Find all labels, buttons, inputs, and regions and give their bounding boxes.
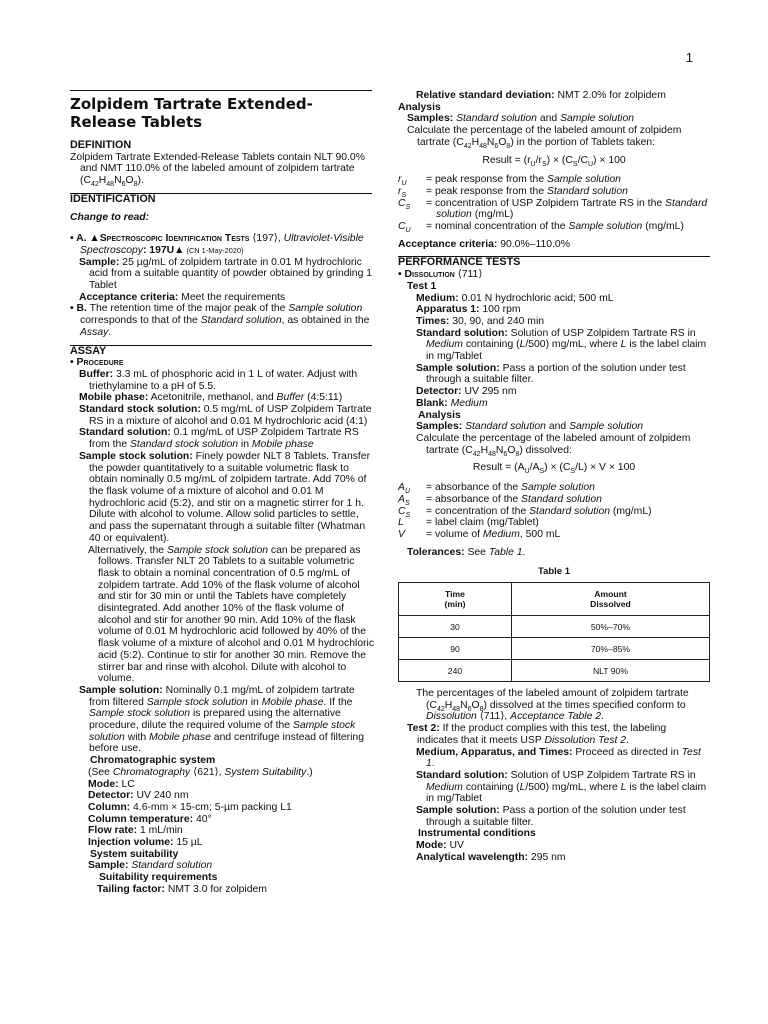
- test2-standard-solution: Standard solution: Solution of USP Zolpidem Tartrate RS in Medium containing (L/500) mg/mL, where L is the label claim in mg/Tablet: [416, 769, 707, 805]
- table-cell: 50%–70%: [511, 616, 709, 638]
- test2-mode: Mode: UV: [416, 840, 464, 852]
- instrumental-conditions: Instrumental conditions: [418, 828, 536, 840]
- definition-text: = concentration of the Standard solution (mg/mL): [426, 505, 652, 517]
- table-row: [399, 638, 710, 660]
- analysis-samples: Samples: Standard solution and Sample solution: [407, 113, 635, 125]
- apparatus: Apparatus 1: 100 rpm: [416, 304, 521, 316]
- page-number: 1: [685, 50, 693, 65]
- definition-row: [398, 482, 710, 494]
- table-cell: 240: [399, 660, 512, 682]
- table-row: [399, 616, 710, 638]
- system-suitability: System suitability: [90, 848, 179, 860]
- standard-solution: Standard solution: 0.1 mg/mL of USP Zolpidem Tartrate RS from the Standard stock solution in Mobile phase: [79, 427, 359, 451]
- alternative-procedure: Alternatively, the Sample stock solution can be prepared as follows. Transfer NLT 20 Tablets to a suitable volumetric flask to obtain a nominal concentration of 0.5 mg/mL of zolpidem tartrate. Add 10% of the flask volume of alcohol and stir for 30 min or until the Tablets have completely disintegrated. Add another 10% of the flask volume of alcohol and stir for another 90 min. Add 10% of the flask volume of 0.01 M hydrochloric acid followed by 40% of the flask volume of a mixture of alcohol and 0.01 M hydrochloric acid (5:2). Continue to stir for another 30 min. Remove the stirrer bar and rinse with alcohol. Dilute with alcohol to volume.: [88, 544, 375, 685]
- dissolution-table: [398, 582, 710, 682]
- definition-row: [398, 494, 710, 506]
- detector: Detector: UV 240 nm: [88, 790, 189, 802]
- analysis-heading: Analysis: [398, 101, 441, 113]
- definition-text: = concentration of USP Zolpidem Tartrate RS in the Standard solution (mg/mL): [426, 197, 708, 221]
- test-2: Test 2: If the product complies with this test, the labeling indicates that it meets USP Dissolution Test 2.: [407, 723, 667, 746]
- flow-rate: Flow rate: 1 mL/min: [88, 825, 183, 837]
- definition-symbol: $r_S$: [398, 185, 407, 199]
- diss-calculation: Calculate the percentage of the labeled amount of zolpidem tartrate $(C_{42}H_{48}N_6O_8)$ dissolved:: [416, 432, 691, 458]
- column-temperature: Column temperature: 40°: [88, 813, 212, 825]
- medium: Medium: 0.01 N hydrochloric acid; 500 mL: [416, 292, 614, 304]
- tailing-factor: Tailing factor: NMT 3.0 for zolpidem: [97, 883, 267, 895]
- assay-result-formula: Result = $(r_U/r_S) \times (C_S/C_U) \times 100$: [482, 154, 626, 168]
- table-header: Time (min): [399, 583, 512, 616]
- relative-standard-deviation: Relative standard deviation: NMT 2.0% for zolpidem: [416, 90, 666, 101]
- analytical-wavelength: Analytical wavelength: 295 nm: [416, 851, 566, 863]
- test-1: Test 1: [407, 280, 437, 292]
- assay-definitions: [398, 174, 710, 233]
- definition-text: = label claim (mg/Tablet): [426, 517, 539, 529]
- definition-text: = volume of Medium, 500 mL: [426, 528, 561, 540]
- definition-italic: Medium: [482, 528, 520, 540]
- buffer: Buffer: 3.3 mL of phosphoric acid in 1 L of water. Adjust with triethylamine to a pH of 5.5.: [79, 368, 358, 392]
- injection-volume: Injection volume: 15 µL: [88, 837, 203, 849]
- definition-text: = peak response from the Sample solution: [426, 174, 621, 186]
- definition-italic: Sample solution: [568, 221, 643, 233]
- definition-row: [398, 198, 710, 221]
- definition-text: = absorbance of the Sample solution: [426, 482, 595, 494]
- definition-symbol: V: [398, 528, 405, 540]
- left-column: [70, 90, 375, 896]
- assay-acceptance: Acceptance criteria: 90.0%–110.0%: [398, 238, 570, 250]
- definition-row: [398, 529, 710, 541]
- diss-result-formula: Result = $(A_U/A_S) \times (C_S/L) \times V \times 100$: [472, 462, 636, 476]
- definition-italic: Sample solution: [521, 482, 595, 494]
- diss-sample-solution: Sample solution: Pass a portion of the solution under test through a suitable filter.: [416, 362, 686, 386]
- chromatographic-system: Chromatographic system: [90, 755, 216, 767]
- title-rule: [70, 90, 372, 91]
- mobile-phase: Mobile phase: Acetonitrile, methanol, and Buffer (4:5:11): [79, 392, 343, 404]
- definition-row: [398, 221, 710, 233]
- dissolution-heading: • Dissolution ⟨711⟩: [398, 269, 483, 281]
- definition-row: [398, 186, 710, 198]
- standard-stock-solution: Standard stock solution: 0.5 mg/mL of USP Zolpidem Tartrate RS in a mixture of alcohol and 0.01 M hydrochloric acid (4:1): [79, 404, 372, 427]
- definition-symbol: $C_U$: [398, 221, 411, 235]
- definition-symbol: $C_S$: [398, 505, 411, 519]
- table-cell: 70%–85%: [511, 638, 709, 660]
- mode: Mode: LC: [88, 778, 135, 790]
- definition-text: Zolpidem Tartrate Extended-Release Tablets contain NLT 90.0% and NMT 110.0% of the labeled amount of zolpidem tartrate $(C_{42}H_{48}N_6O_8)$.: [70, 151, 365, 189]
- diss-analysis: Analysis: [418, 409, 461, 421]
- definition-italic: Standard solution: [529, 505, 610, 517]
- performance-heading: PERFORMANCE TESTS: [398, 256, 521, 269]
- definition-italic: Standard solution: [436, 197, 708, 221]
- diss-blank: Blank: Medium: [416, 397, 488, 409]
- identification-b: • B. The retention time of the major peak of the Sample solution corresponds to that of the Standard solution, as obtained in the Assay.: [70, 303, 370, 338]
- definition-heading: DEFINITION: [70, 139, 132, 151]
- test2-sample-solution: Sample solution: Pass a portion of the solution under test through a suitable filter.: [416, 805, 686, 828]
- definition-italic: Standard solution: [521, 493, 602, 505]
- diss-definitions: [398, 482, 710, 541]
- definition-italic: Sample solution: [547, 174, 621, 186]
- medium-apparatus-times: Medium, Apparatus, and Times: Proceed as directed in Test 1.: [416, 746, 701, 770]
- document-title: Zolpidem Tartrate Extended-Release Tablets: [70, 95, 313, 131]
- idA-sample: Sample: 25 µg/mL of zolpidem tartrate in 0.01 M hydrochloric acid from a suitable quantity of powder obtained by grinding 1 Tablet: [79, 256, 373, 292]
- assay-heading: ASSAY: [70, 344, 107, 357]
- definition-symbol: $A_U$: [398, 482, 410, 496]
- identification-heading: IDENTIFICATION: [70, 192, 156, 205]
- definition-row: [398, 506, 710, 518]
- times: Times: 30, 90, and 240 min: [416, 315, 545, 327]
- diss-standard-solution: Standard solution: Solution of USP Zolpidem Tartrate RS in Medium containing (L/500) mg/mL, where L is the label claim in mg/Tablet: [416, 327, 707, 363]
- suitability-requirements: Suitability requirements: [99, 872, 218, 884]
- percentages-note: The percentages of the labeled amount of zolpidem tartrate $(C_{42}H_{48}N_6O_8)$ dissolved at the times specified conform to Dissolution ⟨711⟩, Acceptance Table 2.: [416, 688, 689, 723]
- diss-detector: Detector: UV 295 nm: [416, 386, 517, 398]
- table-header: Amount Dissolved: [511, 583, 709, 616]
- table-cell: NLT 90%: [511, 660, 709, 682]
- ss-samples: Sample: Standard solution: [88, 860, 213, 872]
- identification-a: • A. ▲Spectroscopic Identification Tests ⟨197⟩, Ultraviolet-Visible Spectroscopy: 197U▲ (CN 1-May-2020): [70, 233, 364, 256]
- definition-row: [398, 517, 710, 529]
- chromatography-reference: (See Chromatography ⟨621⟩, System Suitability.): [88, 766, 313, 778]
- sample-solution: Sample solution: Nominally 0.1 mg/mL of zolpidem tartrate from filtered Sample stock solution in Mobile phase. If the Sample stock solution is prepared using the alternative procedure, dilute the required volume of the Sample stock solution with Mobile phase and centrifuge instead of filtering before use.: [79, 684, 364, 755]
- procedure-heading: • Procedure: [70, 357, 124, 369]
- tolerances: Tolerances: See Table 1.: [407, 546, 526, 558]
- definition-italic: Standard solution: [547, 185, 628, 197]
- definition-row: [398, 174, 710, 186]
- definition-text: = absorbance of the Standard solution: [426, 493, 602, 505]
- definition-symbol: $r_U$: [398, 174, 407, 188]
- table-cell: 30: [399, 616, 512, 638]
- table-cell: 90: [399, 638, 512, 660]
- definition-text: = peak response from the Standard solution: [426, 185, 628, 197]
- definition-text: = nominal concentration of the Sample solution (mg/mL): [426, 221, 684, 233]
- change-to-read: Change to read:: [70, 211, 150, 223]
- diss-samples: Samples: Standard solution and Sample solution: [416, 421, 644, 433]
- definition-symbol: $A_S$: [398, 493, 410, 507]
- definition-symbol: L: [398, 517, 404, 529]
- sample-stock-solution: Sample stock solution: Finely powder NLT 8 Tablets. Transfer the powder quantitatively to a suitable volumetric flask to obtain nominally 0.5 mg/mL of zolpidem tartrate. Add 70% of the flask volume of a mixture of alcohol and 0.01 M hydrochloric acid (5:2), and stir on a magnetic stirrer for 1 h. Dilute with alcohol to volume. Allow solid particles to settle, and pass the supernatant through a suitable filter (Whatman 40 or equivalent).: [79, 450, 371, 544]
- assay-calculation: Calculate the percentage of the labeled amount of zolpidem tartrate $(C_{42}H_{48}N_6O_8)$ in the portion of Tablets taken:: [407, 125, 682, 150]
- right-column: [398, 90, 710, 864]
- column: Column: 4.6-mm × 15-cm; 5-µm packing L1: [88, 801, 292, 813]
- definition-symbol: $C_S$: [398, 197, 411, 211]
- table-caption: Table 1: [537, 566, 571, 578]
- idA-acceptance: Acceptance criteria: Meet the requirements: [79, 291, 286, 303]
- table-row: [399, 660, 710, 682]
